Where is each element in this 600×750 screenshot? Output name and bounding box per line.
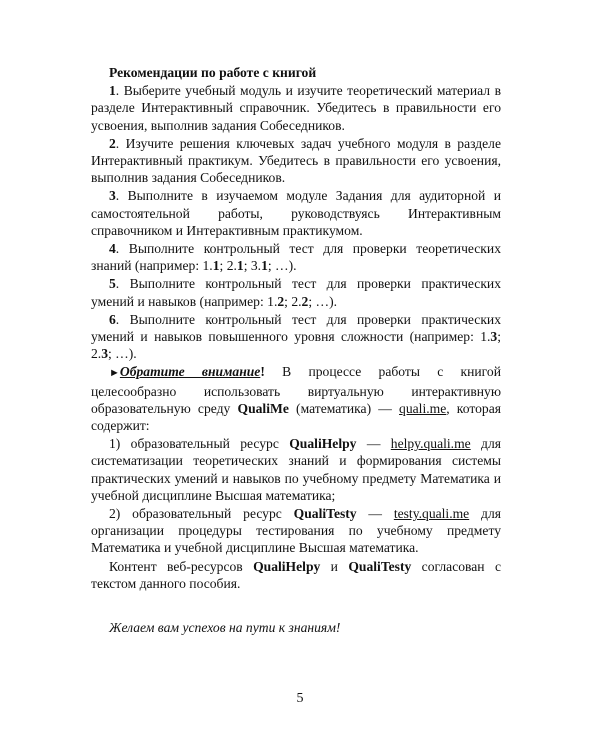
env-name: QualiMe [237,400,289,416]
attention-label: Обратите внимание [119,364,261,380]
recommendation-item-1 [91,82,501,134]
example-index: 1 [236,258,244,274]
example-index: 2 [301,293,309,309]
item-text: . Выполните в изучаемом модуле Задания для аудиторной и самостоятельной работы, руководствуясь Интерактивным справочником и Интерактивным практикумом. [91,188,501,238]
testy-link[interactable]: testy.quali.me [393,506,470,522]
triangle-pointer-icon: ► [109,367,120,380]
page-number: 5 [296,691,304,706]
item-text: . Выполните контрольный тест для проверки практических умений и навыков повышенного уровня сложности (например: 1. [91,311,501,345]
item-text: ; 3. [243,258,262,274]
note-text: согласован с текстом данного пособия. [91,558,501,591]
content-note [91,558,501,592]
resource-name: QualiTesty [348,558,412,574]
resource-text: — [356,436,391,452]
resource-helpy [91,435,501,504]
item-number: 4 [109,241,116,257]
closing-wish: Желаем вам успехов на пути к знаниям! [109,620,341,636]
resource-name: QualiHelpy [253,558,321,574]
item-text: ; …). [108,346,137,362]
recommendation-item-2 [91,135,501,187]
item-number: 1 [109,83,116,99]
item-number: 2 [109,135,116,151]
example-index: 1 [261,258,268,274]
resource-text: — [356,506,394,522]
resource-name: QualiHelpy [289,436,357,452]
quali-me-link[interactable]: quali.me [399,400,447,416]
attention-text: В процессе работы с книгой целесообразно использовать виртуальную интерактивную образовательную среду [91,364,501,416]
attention-paragraph [91,363,501,434]
recommendation-item-6 [91,311,501,363]
note-text: Контент веб-ресурсов [109,558,254,574]
item-text: . Изучите решения ключевых задач учебного модуля в разделе Интерактивный практикум. Убедитесь в правильности его усвоения, выполнив задания Собеседников. [91,135,501,186]
section-heading: Рекомендации по работе с книгой [109,65,317,80]
helpy-link[interactable]: helpy.quali.me [390,436,471,452]
item-text: . Выполните контрольный тест для проверки практических умений и навыков (например: 1. [91,276,501,309]
example-index: 1 [212,258,220,274]
item-text: ; …). [308,293,338,309]
page-content [91,64,501,637]
resource-text: для организации процедуры тестирования по учебному предмету Математика и учебной дисциплине Высшая математика. [91,506,501,556]
item-text: ; 2. [91,329,501,362]
resource-text: для систематизации теоретических знаний и формирования системы практических умений и навыков по учебному предмету Математика и учебной дисциплине Высшая математика; [91,436,501,503]
item-text: ; …). [267,258,297,274]
item-text: . Выберите учебный модуль и изучите теоретический материал в разделе Интерактивный справочник. Убедитесь в правильности его усвоения, выполнив задания Собеседников. [91,83,501,133]
resource-testy [91,505,501,557]
attention-exclamation: ! [260,364,265,380]
resource-text: 2) образовательный ресурс [109,506,294,522]
item-text: . Выполните контрольный тест для проверки теоретических знаний (например: 1. [91,241,501,274]
example-index: 2 [277,293,285,309]
attention-text: , которая содержит: [91,400,501,434]
item-number: 3 [109,188,116,204]
recommendation-item-4 [91,240,501,274]
item-number: 6 [109,311,116,327]
item-text: ; 2. [284,293,302,309]
resource-text: 1) образовательный ресурс [109,436,290,452]
example-index: 3 [101,346,108,362]
recommendation-item-5 [91,275,501,309]
example-index: 3 [490,329,498,345]
attention-text: (математика) — [288,400,400,416]
note-text: и [320,558,349,574]
item-text: ; 2. [219,258,237,274]
resource-name: QualiTesty [293,506,357,522]
item-number: 5 [109,276,116,292]
recommendation-item-3 [91,187,501,239]
